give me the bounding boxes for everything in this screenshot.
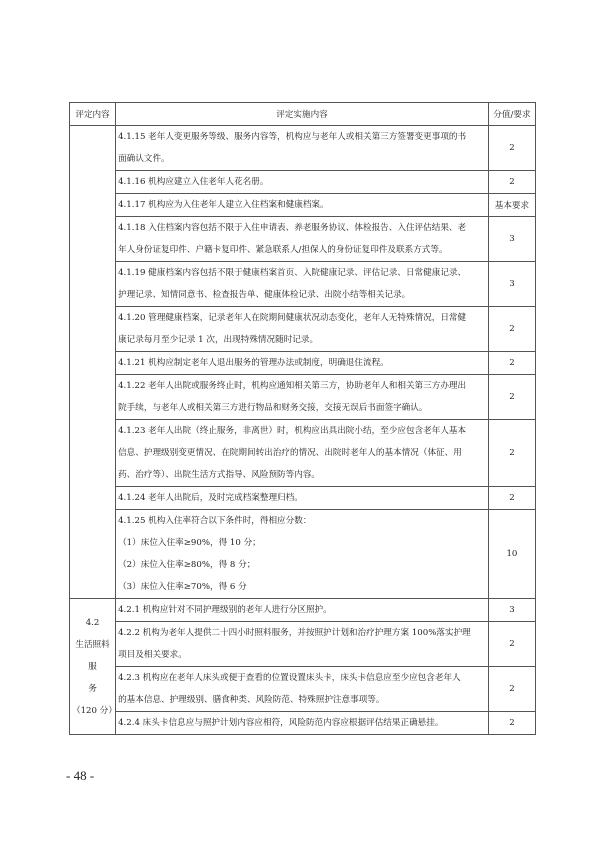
category-cell [70, 599, 116, 735]
content-cell [116, 194, 489, 217]
content-line: 年人身份证复印件、户籍卡复印件、紧急联系人/担保人的身份证复印件及联系方式等。 [118, 245, 448, 255]
score-cell: 10 [488, 510, 535, 599]
content-line: 4.1.23 老年人出院（终止服务，非离世）时，机构应出具出院小结，至少应包含老年人基本 [118, 426, 467, 436]
content-line: 4.1.19 健康档案内容包括不限于健康档案首页、入院健康记录、评估记录、日常健康记录、 [118, 268, 467, 278]
content-cell [116, 171, 489, 194]
table-row [70, 420, 536, 487]
category-line: 务 [88, 683, 97, 694]
content-cell [116, 307, 489, 352]
content-line: 4.1.18 入住档案内容包括不限于入住申请表、养老服务协议、体检报告、入住评估结果、老 [118, 223, 467, 233]
content-cell [116, 352, 489, 375]
content-line: 4.2.3 机构应在老年人床头或便于查看的位置设置床头卡，床头卡信息应至少应包含老年人 [118, 673, 461, 683]
content-cell [116, 622, 489, 667]
score-cell: 2 [488, 420, 535, 487]
score-cell: 3 [488, 217, 535, 262]
content-line: 面确认文件。 [118, 154, 170, 164]
content-line: 4.1.16 机构应建立入住老年人花名册。 [118, 177, 269, 187]
content-line: 康记录每月至少记录 1 次，出现特殊情况随时记录。 [118, 335, 319, 345]
score-cell: 2 [488, 622, 535, 667]
score-cell: 2 [488, 487, 535, 510]
content-line: 信息、护理级别变更情况、在院期间转出治疗的情况、出院时老年人的基本情况（体征、用 [118, 448, 462, 458]
content-line: 4.1.22 老年人出院或服务终止时，机构应通知相关第三方，协助老年人和相关第三方办理出 [118, 381, 467, 391]
content-line: 的基本信息、护理级别、膳食种类、风险防范、特殊照护注意事项等。 [118, 695, 385, 705]
header-score: 分值/要求 [488, 103, 535, 126]
score-cell: 基本要求 [488, 194, 535, 217]
table-body [70, 126, 536, 735]
content-line: （1）床位入住率≥90%，得 10 分； [118, 538, 261, 548]
header-category: 评定内容 [70, 103, 116, 126]
score-cell: 2 [488, 352, 535, 375]
table-row [70, 510, 536, 599]
content-line: 4.1.20 管理健康档案，记录老年人在院期间健康状况动态变化，老年人无特殊情况，日常健 [118, 313, 467, 323]
score-cell: 3 [488, 599, 535, 622]
table-row [70, 375, 536, 420]
content-line: 4.1.17 机构应为入住老年人建立入住档案和健康档案。 [118, 200, 329, 210]
table-row [70, 667, 536, 712]
content-line: 护理记录、知情同意书、检查报告单、健康体检记录、出院小结等相关记录。 [118, 290, 411, 300]
content-line: 药、治疗等）、出院生活方式指导、风险预防等内容。 [118, 470, 321, 480]
content-line: （2）床位入住率≥80%，得 8 分； [118, 560, 256, 570]
content-line: 4.2.1 机构应针对不同护理级别的老年人进行分区照护。 [118, 605, 332, 615]
content-cell [116, 712, 489, 735]
table-row [70, 712, 536, 735]
score-cell: 3 [488, 262, 535, 307]
category-line: 生活照料服 [75, 639, 110, 672]
table-header-row [70, 103, 536, 126]
content-line: 4.1.21 机构应制定老年人退出服务的管理办法或制度，明确退住流程。 [118, 358, 389, 368]
score-cell: 2 [488, 126, 535, 171]
content-cell [116, 599, 489, 622]
score-cell: 2 [488, 171, 535, 194]
content-cell [116, 510, 489, 599]
content-line: 院手续，与老年人或相关第三方进行物品和财务交接，交接无误后书面签字确认。 [118, 403, 428, 413]
table-row [70, 487, 536, 510]
category-cell [70, 126, 116, 599]
table-row [70, 262, 536, 307]
content-line: 项目及相关要求。 [118, 650, 187, 660]
score-cell: 2 [488, 712, 535, 735]
content-cell [116, 667, 489, 712]
table-row [70, 622, 536, 667]
table-row [70, 352, 536, 375]
table-row [70, 126, 536, 171]
content-cell [116, 487, 489, 510]
category-line: （120 分） [72, 705, 117, 716]
content-line: 4.1.15 老年人变更服务等级、服务内容等，机构应与老年人或相关第三方签署变更事项的书 [118, 132, 467, 142]
content-line: 4.1.24 老年人出院后，及时完成档案整理归档。 [118, 493, 303, 503]
content-cell [116, 420, 489, 487]
content-line: 4.2.2 机构为老年人提供二十四小时照料服务，并按照护计划和治疗护理方案 100%落实护理 [118, 628, 471, 638]
score-cell: 2 [488, 307, 535, 352]
header-content: 评定实施内容 [116, 103, 489, 126]
content-line: 4.1.25 机构入住率符合以下条件时，得相应分数： [118, 516, 312, 526]
table-row [70, 194, 536, 217]
content-cell [116, 217, 489, 262]
score-cell: 2 [488, 375, 535, 420]
content-line: 4.2.4 床头卡信息应与照护计划内容应相符，风险防范内容应根据评估结果正确悬挂。 [118, 718, 444, 728]
table-row [70, 599, 536, 622]
content-cell [116, 262, 489, 307]
category-line: 4.2 [85, 617, 100, 628]
evaluation-table [69, 102, 536, 735]
content-cell [116, 126, 489, 171]
table-row [70, 217, 536, 262]
page-number: - 48 - [66, 768, 95, 783]
score-cell: 2 [488, 667, 535, 712]
content-line: （3）床位入住率≥70%，得 6 分 [118, 582, 247, 592]
table-row [70, 171, 536, 194]
content-cell [116, 375, 489, 420]
table-row [70, 307, 536, 352]
